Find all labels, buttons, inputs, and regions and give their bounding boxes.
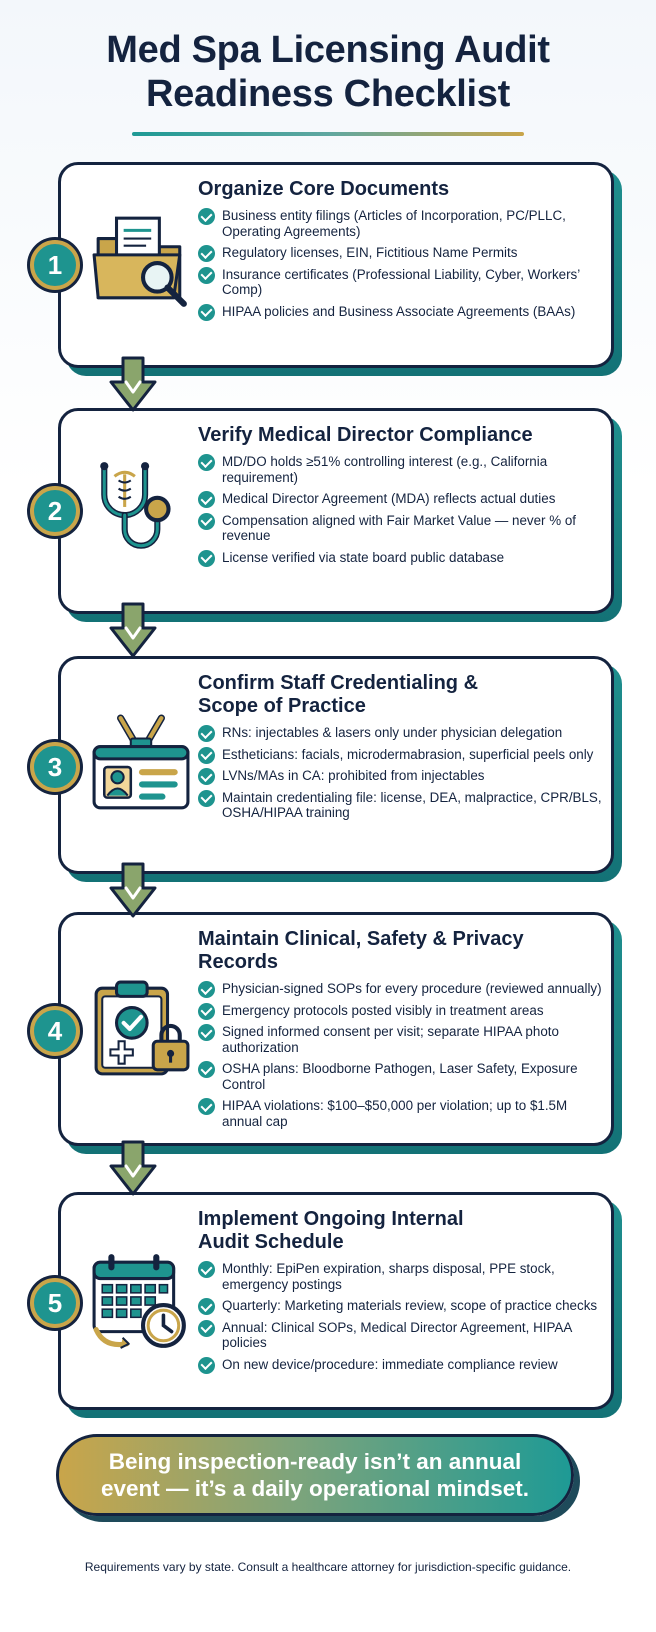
item-text: Monthly: EpiPen expiration, sharps disposal, PPE stock, emergency postings bbox=[222, 1261, 555, 1292]
title-underline bbox=[132, 132, 524, 136]
folder-search-icon bbox=[90, 210, 192, 312]
step-number-badge: 5 bbox=[30, 1278, 80, 1328]
check-icon bbox=[198, 1024, 215, 1041]
check-icon bbox=[198, 1261, 215, 1278]
id-badge-icon bbox=[90, 714, 192, 816]
check-icon bbox=[198, 768, 215, 785]
heading-line-1: Implement Ongoing Internal bbox=[198, 1208, 464, 1230]
step-1-content bbox=[198, 176, 602, 325]
heading-line-1: Maintain Clinical, Safety & Privacy bbox=[198, 928, 524, 950]
callout-line-1: Being inspection-ready isn’t an annual bbox=[108, 1449, 522, 1474]
clipboard-lock-icon bbox=[90, 978, 192, 1080]
step-heading bbox=[198, 1208, 602, 1254]
step-2-content bbox=[198, 422, 602, 571]
step-number-badge: 2 bbox=[30, 486, 80, 536]
check-icon bbox=[198, 513, 215, 530]
checklist-item bbox=[198, 304, 602, 320]
step-3-content bbox=[198, 670, 602, 827]
item-text: License verified via state board public database bbox=[222, 549, 505, 565]
step-number-badge: 4 bbox=[30, 1006, 80, 1056]
step-2-card bbox=[47, 408, 614, 614]
checklist-item bbox=[198, 725, 602, 741]
checklist bbox=[198, 981, 602, 1129]
check-icon bbox=[198, 245, 215, 262]
item-text: LVNs/MAs in CA: prohibited from injectables bbox=[222, 768, 485, 783]
title-line-1: Med Spa Licensing Audit bbox=[106, 29, 550, 71]
checklist-item bbox=[198, 1098, 602, 1129]
checklist bbox=[198, 725, 602, 821]
heading-line-2: Records bbox=[198, 951, 279, 973]
step-heading bbox=[198, 928, 602, 974]
item-text: Insurance certificates (Professional Liability, Cyber, Workers’ Comp) bbox=[222, 266, 580, 297]
checklist-item bbox=[198, 747, 602, 763]
step-5-content bbox=[198, 1206, 602, 1378]
check-icon bbox=[198, 454, 215, 471]
heading-line-2: Scope of Practice bbox=[198, 695, 366, 717]
step-3-card bbox=[47, 656, 614, 874]
item-text: On new device/procedure: immediate compliance review bbox=[222, 1356, 558, 1372]
down-arrow-icon bbox=[108, 356, 158, 412]
step-heading: Verify Medical Director Compliance bbox=[198, 424, 533, 446]
item-text: Estheticians: facials, microdermabrasion, superficial peels only bbox=[222, 746, 594, 762]
checklist-item bbox=[198, 491, 602, 507]
checklist-item bbox=[198, 267, 602, 298]
item-text: MD/DO holds ≥51% controlling interest (e.g., California requirement) bbox=[222, 454, 548, 485]
item-text: HIPAA violations: $100–$50,000 per violation; up to $1.5M annual cap bbox=[222, 1098, 568, 1129]
check-icon bbox=[198, 267, 215, 284]
down-arrow-icon bbox=[108, 602, 158, 658]
check-icon bbox=[198, 1098, 215, 1115]
checklist-item bbox=[198, 768, 602, 784]
item-text: Physician-signed SOPs for every procedure (reviewed annually) bbox=[222, 981, 602, 996]
item-text: RNs: injectables & lasers only under physician delegation bbox=[222, 725, 563, 740]
heading-line-2: Audit Schedule bbox=[198, 1231, 344, 1253]
item-text: Medical Director Agreement (MDA) reflects actual duties bbox=[222, 491, 556, 506]
item-text: Annual: Clinical SOPs, Medical Director Agreement, HIPAA policies bbox=[222, 1319, 572, 1350]
checklist-item bbox=[198, 981, 602, 997]
checklist-item bbox=[198, 1357, 602, 1373]
check-icon bbox=[198, 981, 215, 998]
checklist-item bbox=[198, 1061, 602, 1092]
heading-line-1: Confirm Staff Credentialing & bbox=[198, 672, 479, 694]
check-icon bbox=[198, 747, 215, 764]
stethoscope-icon bbox=[90, 458, 192, 560]
down-arrow-icon bbox=[108, 862, 158, 918]
step-4-card bbox=[47, 912, 614, 1146]
footnote: Requirements vary by state. Consult a healthcare attorney for jurisdiction-specific guidance. bbox=[84, 1560, 572, 1574]
step-heading bbox=[198, 672, 602, 718]
check-icon bbox=[198, 491, 215, 508]
checklist-item bbox=[198, 1320, 602, 1351]
mindset-callout bbox=[56, 1434, 574, 1516]
item-text: Maintain credentialing file: license, DEA, malpractice, CPR/BLS, OSHA/HIPAA training bbox=[222, 789, 602, 820]
check-icon bbox=[198, 304, 215, 321]
step-4-content bbox=[198, 926, 602, 1135]
check-icon bbox=[198, 1357, 215, 1374]
check-icon bbox=[198, 208, 215, 225]
item-text: Emergency protocols posted visibly in treatment areas bbox=[222, 1002, 544, 1018]
check-icon bbox=[198, 1003, 215, 1020]
item-text: HIPAA policies and Business Associate Agreements (BAAs) bbox=[222, 303, 576, 319]
checklist bbox=[198, 208, 602, 319]
item-text: Compensation aligned with Fair Market Value — never % of revenue bbox=[222, 512, 577, 543]
checklist-item bbox=[198, 513, 602, 544]
item-text: OSHA plans: Bloodborne Pathogen, Laser Safety, Exposure Control bbox=[222, 1061, 578, 1092]
check-icon bbox=[198, 790, 215, 807]
callout-line-2: event — it’s a daily operational mindset. bbox=[100, 1476, 530, 1501]
check-icon bbox=[198, 1320, 215, 1337]
checklist-item bbox=[198, 790, 602, 821]
item-text: Regulatory licenses, EIN, Fictitious Name Permits bbox=[222, 245, 518, 260]
step-5-card bbox=[47, 1192, 614, 1410]
checklist bbox=[198, 1261, 602, 1372]
check-icon bbox=[198, 1061, 215, 1078]
step-1-card bbox=[47, 162, 614, 368]
step-heading: Organize Core Documents bbox=[198, 178, 450, 200]
item-text: Business entity filings (Articles of Incorporation, PC/PLLC, Operating Agreements) bbox=[222, 208, 566, 239]
checklist-item bbox=[198, 550, 602, 566]
checklist-item bbox=[198, 1003, 602, 1019]
checklist bbox=[198, 454, 602, 565]
item-text: Quarterly: Marketing materials review, scope of practice checks bbox=[222, 1298, 598, 1313]
down-arrow-icon bbox=[108, 1140, 158, 1196]
step-number-badge: 1 bbox=[30, 240, 80, 290]
checklist-item bbox=[198, 1261, 602, 1292]
checklist-item bbox=[198, 208, 602, 239]
checklist-item bbox=[198, 1298, 602, 1314]
check-icon bbox=[198, 1298, 215, 1315]
checklist-item bbox=[198, 245, 602, 261]
page-title bbox=[0, 28, 656, 116]
step-number-badge: 3 bbox=[30, 742, 80, 792]
checklist-item bbox=[198, 1024, 602, 1055]
check-icon bbox=[198, 725, 215, 742]
check-icon bbox=[198, 550, 215, 567]
title-line-2: Readiness Checklist bbox=[146, 73, 510, 115]
checklist-item bbox=[198, 454, 602, 485]
calendar-clock-icon bbox=[90, 1250, 192, 1352]
item-text: Signed informed consent per visit; separate HIPAA photo authorization bbox=[222, 1024, 559, 1055]
